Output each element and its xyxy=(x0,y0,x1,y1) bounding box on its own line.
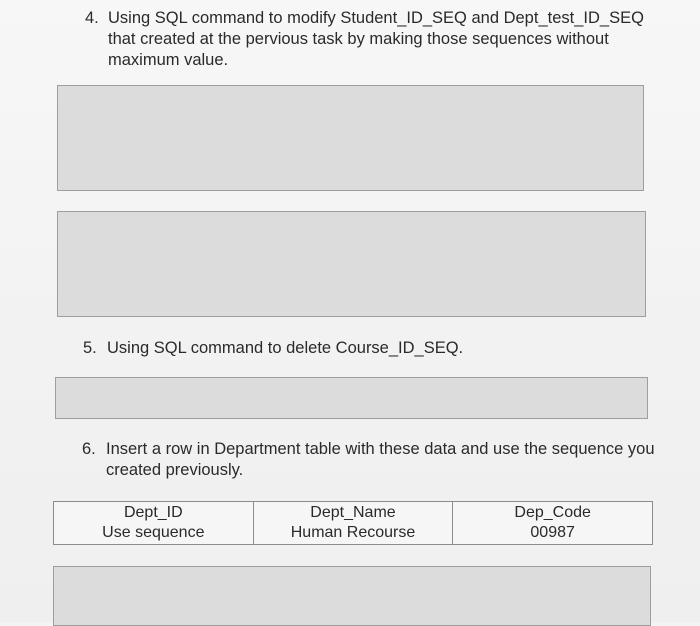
column-header: Dept_Name xyxy=(310,504,396,521)
column-value: 00987 xyxy=(530,524,575,541)
column-header: Dep_Code xyxy=(514,504,591,521)
question-4-text: Using SQL command to modify Student_ID_SEQ and Dept_test_ID_SEQ that created at the pervious task by making those sequences without maximum value. xyxy=(108,9,644,69)
answer-box-4a[interactable] xyxy=(57,85,644,191)
question-5-text: Using SQL command to delete Course_ID_SEQ. xyxy=(107,339,464,357)
column-header: Dept_ID xyxy=(123,504,183,521)
table-cell-dept-name xyxy=(253,502,453,545)
answer-box-4b[interactable] xyxy=(57,211,646,317)
department-data-table xyxy=(53,501,653,545)
question-5-number: 5. xyxy=(83,339,97,357)
question-6-number: 6. xyxy=(82,440,96,458)
question-4-number: 4. xyxy=(85,9,99,27)
question-6-text: Insert a row in Department table with these data and use the sequence you created previously. xyxy=(106,440,655,479)
question-5 xyxy=(83,338,673,359)
column-value: Use sequence xyxy=(102,524,205,541)
table-cell-dep-code xyxy=(453,502,653,545)
table-row xyxy=(54,502,653,545)
question-6 xyxy=(82,439,672,481)
question-4 xyxy=(85,8,675,71)
answer-box-5[interactable] xyxy=(55,377,648,419)
column-value: Human Recourse xyxy=(290,524,416,541)
answer-box-6[interactable] xyxy=(53,566,651,626)
table-cell-dept-id xyxy=(54,502,254,545)
